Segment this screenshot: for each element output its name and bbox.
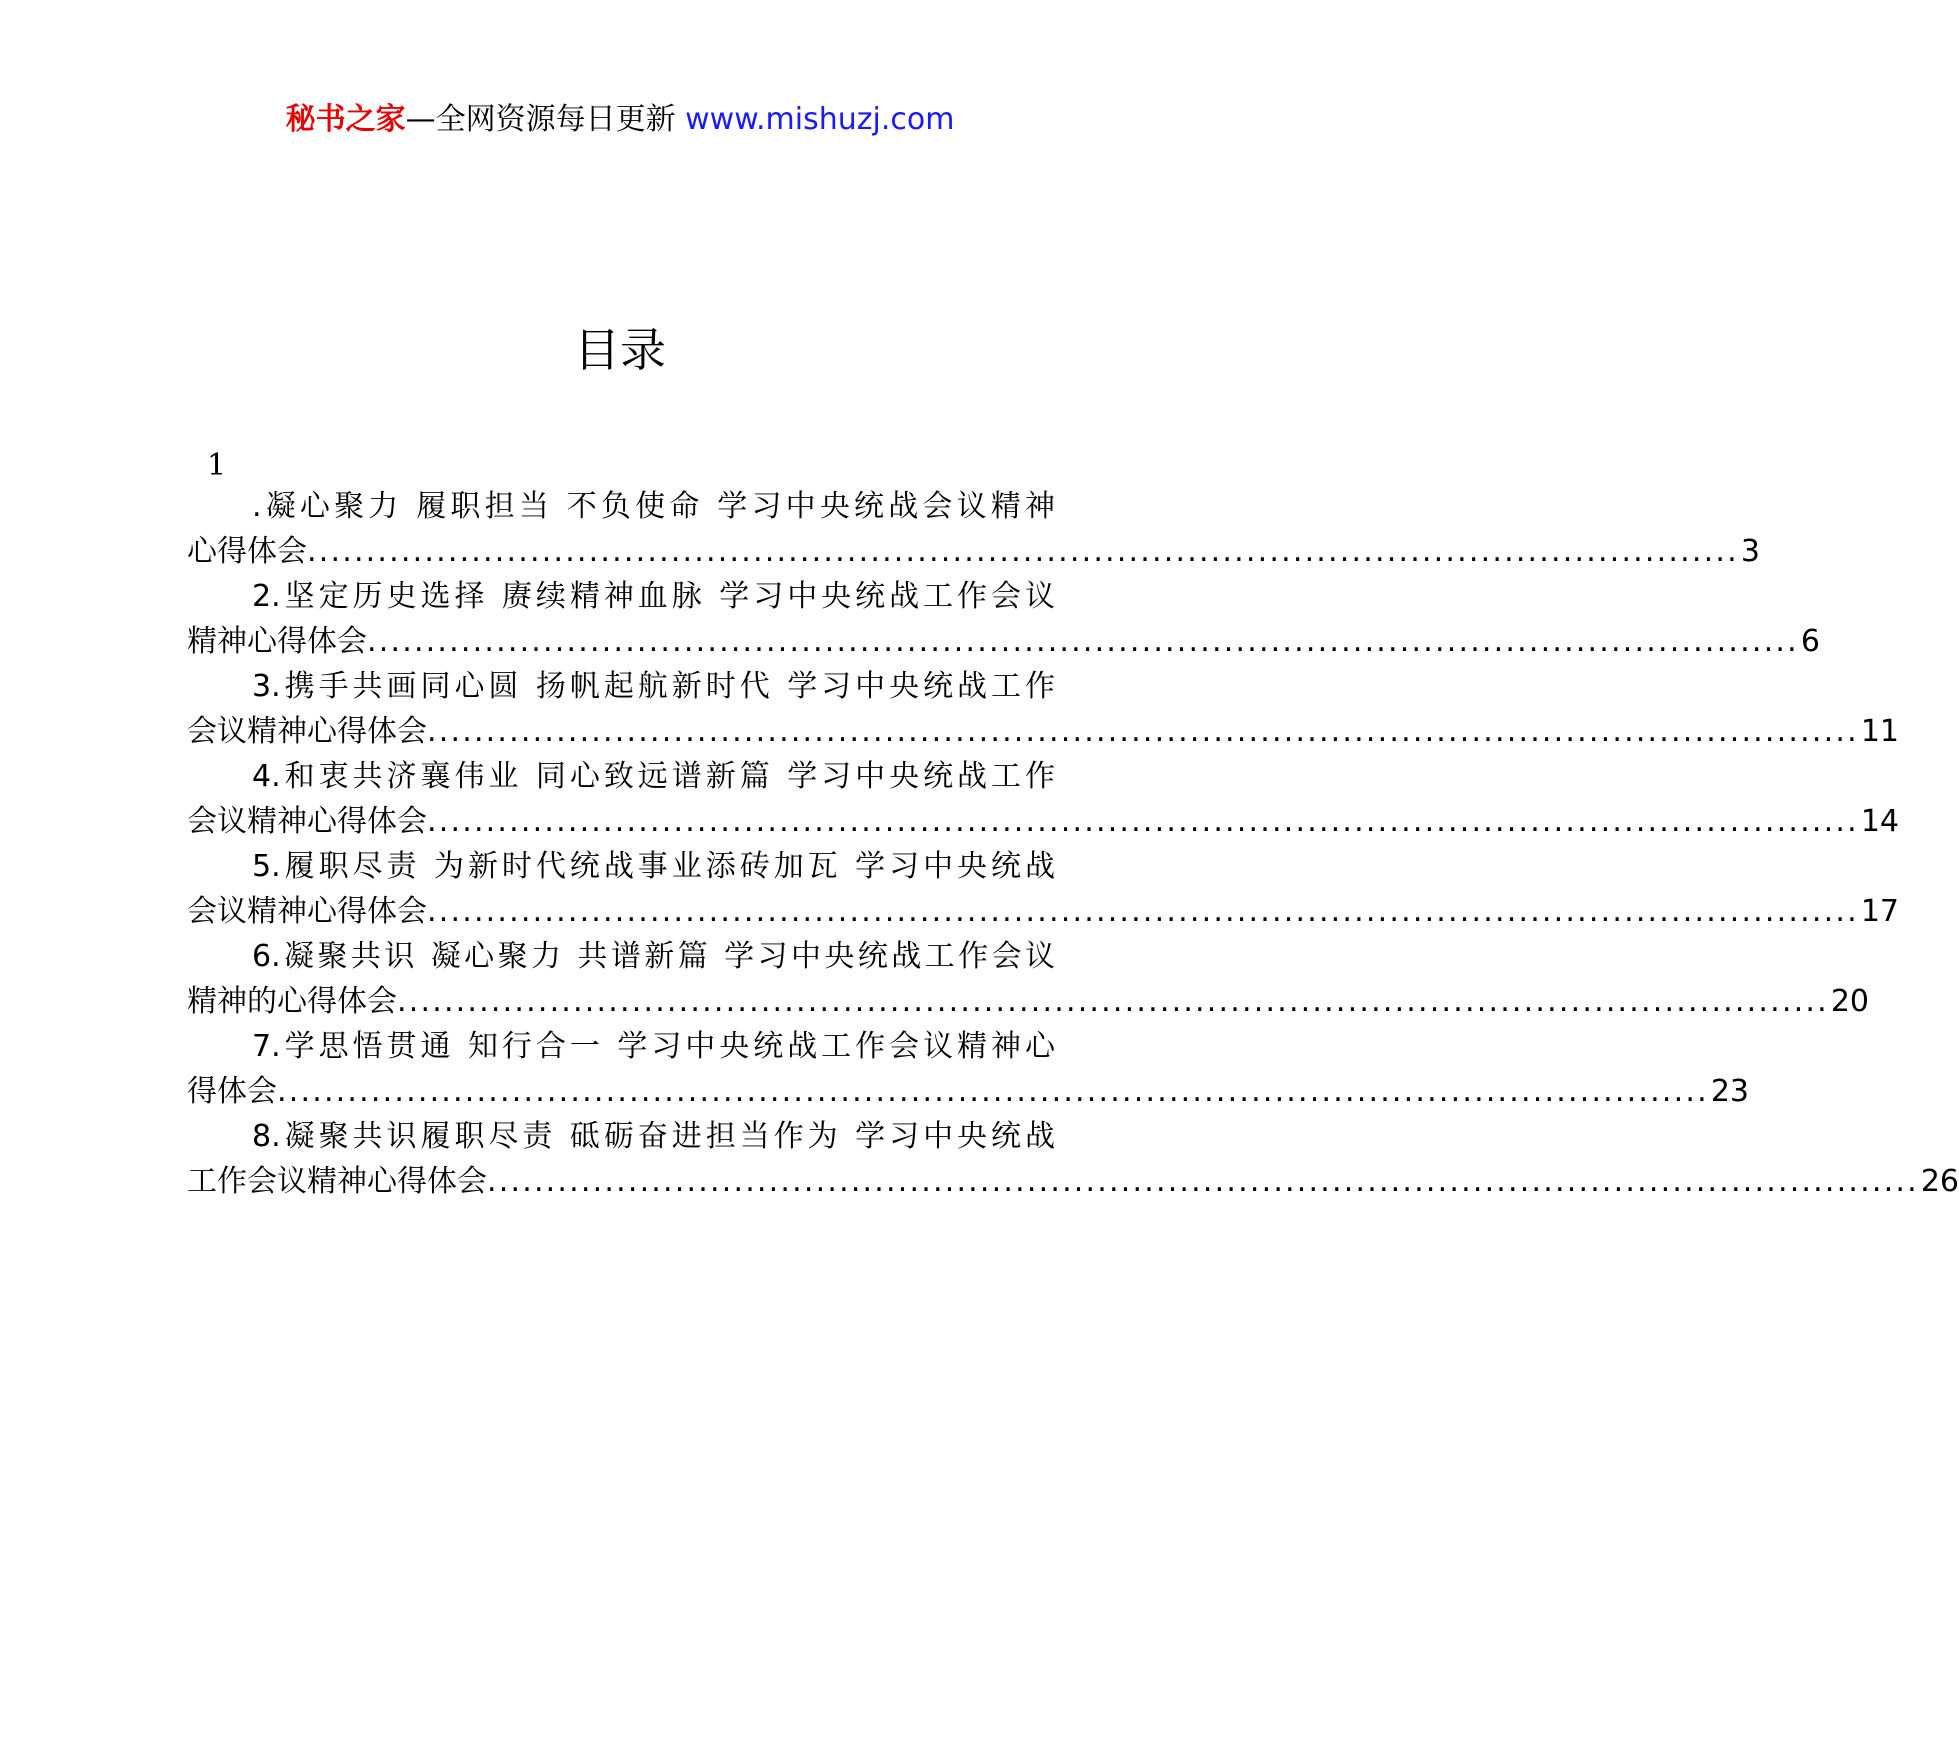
toc-page-number: 26: [1920, 1164, 1959, 1199]
toc-entry-title-cont: 会议精神心得体会: [187, 894, 427, 929]
toc-entry-title-cont: 精神心得体会: [187, 624, 367, 659]
page-title: 目录: [574, 323, 666, 377]
toc-entry-title-cont: 会议精神心得体会: [187, 714, 427, 749]
toc-entry-title: .凝心聚力 履职担当 不负使命 学习中央统战会议精神: [252, 489, 1055, 524]
toc-entry-title-cont: 得体会: [187, 1074, 277, 1109]
dot-leader: ..........................................................................................................................: [367, 624, 1799, 659]
toc-page-number: 20: [1830, 984, 1869, 1019]
dot-leader: ..........................................................................................................................: [487, 1164, 1919, 1199]
toc-entry-title: 4.和衷共济襄伟业 同心致远谱新篇 学习中央统战工作: [252, 759, 1055, 794]
dot-leader: ..........................................................................................................................: [307, 534, 1739, 569]
toc-entry-title: 7.学思悟贯通 知行合一 学习中央统战工作会议精神心: [252, 1029, 1055, 1064]
brand-name: 秘书之家: [285, 102, 406, 137]
toc-entry-title-cont: 精神的心得体会: [187, 984, 397, 1019]
toc-entry-title: 8.凝聚共识履职尽责 砥砺奋进担当作为 学习中央统战: [252, 1119, 1055, 1154]
toc-entry[interactable]: [187, 1024, 1749, 1114]
dot-leader: ..........................................................................................................................: [277, 1074, 1709, 1109]
toc-entry[interactable]: [187, 574, 1820, 664]
dot-leader: ..........................................................................................................................: [427, 894, 1859, 929]
toc-entry-title: 2.坚定历史选择 赓续精神血脉 学习中央统战工作会议: [252, 579, 1055, 614]
toc-page-number: 14: [1860, 804, 1899, 839]
toc-entry-title: 6.凝聚共识 凝心聚力 共谱新篇 学习中央统战工作会议: [252, 939, 1055, 974]
toc-entry-title-cont: 会议精神心得体会: [187, 804, 427, 839]
toc-entry[interactable]: [187, 754, 1899, 844]
dot-leader: ..........................................................................................................................: [397, 984, 1829, 1019]
toc-page-number: 17: [1860, 894, 1899, 929]
toc-page-number: 3: [1740, 534, 1760, 569]
dot-leader: ..........................................................................................................................: [427, 804, 1859, 839]
toc-page-number: 23: [1710, 1074, 1749, 1109]
header-tagline: —全网资源每日更新: [405, 102, 686, 137]
toc-entry[interactable]: [187, 664, 1899, 754]
table-of-contents: [187, 484, 1959, 1204]
dot-leader: ..........................................................................................................................: [427, 714, 1859, 749]
toc-entry-title: 5.履职尽责 为新时代统战事业添砖加瓦 学习中央统战: [252, 849, 1055, 884]
site-url-link[interactable]: www.mishuzj.com: [685, 102, 955, 137]
toc-entry-title-cont: 工作会议精神心得体会: [187, 1164, 487, 1199]
list-number: 1: [207, 448, 227, 483]
toc-entry[interactable]: [187, 484, 1760, 574]
toc-entry[interactable]: [187, 934, 1869, 1024]
site-header: [0, 100, 1240, 140]
toc-entry[interactable]: [187, 844, 1899, 934]
toc-page-number: 11: [1860, 714, 1899, 749]
toc-entry[interactable]: [187, 1114, 1959, 1204]
toc-entry-title-cont: 心得体会: [187, 534, 307, 569]
toc-page-number: 6: [1800, 624, 1820, 659]
toc-entry-title: 3.携手共画同心圆 扬帆起航新时代 学习中央统战工作: [252, 669, 1055, 704]
